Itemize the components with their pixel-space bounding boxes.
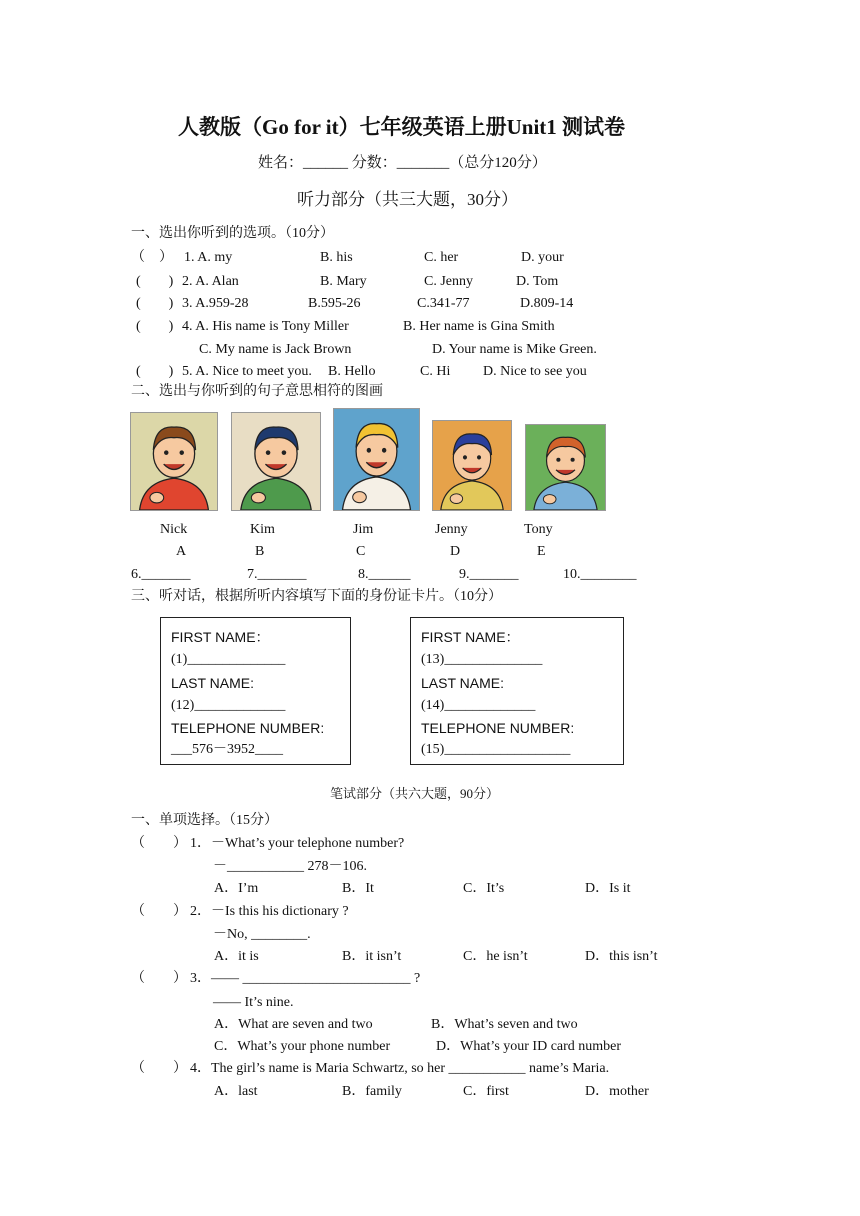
option-b: B．family — [342, 1084, 402, 1099]
option-c: C．It’s — [463, 881, 505, 896]
option-d: D. Your name is Mike Green. — [432, 342, 597, 357]
option-c: C. her — [424, 250, 459, 265]
question-line: －___________ 278－106. — [213, 859, 367, 874]
answer-bracket[interactable]: （ ） — [131, 971, 187, 986]
picture-name-label: Tony — [524, 522, 553, 537]
option-a: 3. A.959-28 — [182, 296, 249, 311]
option-a: 5. A. Nice to meet you. — [182, 364, 312, 379]
card-blank[interactable]: (15)__________________ — [421, 742, 571, 757]
id-card-2 — [410, 617, 624, 765]
id-card-1 — [160, 617, 351, 765]
card-blank[interactable]: (1)______________ — [171, 652, 286, 667]
question-stem: 1．－What’s your telephone number? — [190, 836, 405, 851]
page-title: 人教版（Go for it）七年级英语上册Unit1 测试卷 — [178, 115, 626, 139]
cartoon-picture-e — [525, 424, 606, 511]
option-b: B．it isn’t — [342, 949, 402, 964]
option-d: D. Nice to see you — [483, 364, 587, 379]
picture-letter-label: B — [255, 544, 265, 559]
option-c: C. Hi — [420, 364, 451, 379]
written1-heading: 一、单项选择。（15分） — [131, 813, 278, 828]
picture-letter-label: D — [450, 544, 461, 559]
question-line: —— It’s nine. — [213, 995, 294, 1010]
answer-bracket[interactable]: ( ) — [136, 296, 174, 311]
picture-letter-label: A — [176, 544, 187, 559]
answer-bracket[interactable]: （ ） — [131, 904, 187, 919]
option-c: C．he isn’t — [463, 949, 528, 964]
option-d: D．this isn’t — [585, 949, 658, 964]
part3-heading: 三、听对话，根据所听内容填写下面的身份证卡片。（10分） — [131, 589, 502, 604]
picture-name-label: Jenny — [435, 522, 468, 537]
option-d: D．What’s your ID card number — [436, 1039, 622, 1054]
question-stem: 4．The girl’s name is Maria Schwartz, so her ___________ name’s Maria. — [190, 1061, 610, 1076]
cartoon-picture-d — [432, 420, 512, 511]
listening-section-header: 听力部分（共三大题，30分） — [297, 190, 518, 209]
option-b: B. Mary — [320, 274, 367, 289]
cartoon-picture-c — [333, 408, 420, 511]
option-c: C.341-77 — [417, 296, 470, 311]
option-a: 2. A. Alan — [182, 274, 239, 289]
option-c: C．first — [463, 1084, 509, 1099]
answer-bracket[interactable]: ( ) — [136, 274, 174, 289]
option-d: D. your — [521, 250, 564, 265]
answer-bracket[interactable]: （ ） — [131, 1061, 187, 1076]
option-b: B．What’s seven and two — [431, 1017, 578, 1032]
card-field-label: LAST NAME: — [421, 675, 504, 691]
picture-name-label: Kim — [250, 522, 275, 537]
answer-blank-10[interactable]: 10.________ — [563, 567, 637, 582]
cartoon-picture-b — [231, 412, 321, 511]
option-d: D.809-14 — [520, 296, 574, 311]
option-a: 1. A. my — [184, 250, 233, 265]
card-field-label: LAST NAME: — [171, 675, 254, 691]
part2-heading: 二、选出与你听到的句子意思相符的图画 — [131, 384, 383, 399]
option-d: D．mother — [585, 1084, 649, 1099]
option-b: B. Her name is Gina Smith — [403, 319, 555, 334]
option-b: B. his — [320, 250, 353, 265]
card-field-label: TELEPHONE NUMBER: — [171, 720, 325, 736]
picture-name-label: Nick — [160, 522, 188, 537]
answer-blank-7[interactable]: 7._______ — [247, 567, 307, 582]
cartoon-picture-a — [130, 412, 218, 511]
picture-letter-label: C — [356, 544, 366, 559]
answer-bracket[interactable]: ( ) — [136, 319, 174, 334]
option-a: A．I’m — [214, 881, 259, 896]
card-blank[interactable]: (12)_____________ — [171, 698, 286, 713]
option-a: A．What are seven and two — [214, 1017, 373, 1032]
answer-bracket[interactable]: （ ） — [131, 250, 173, 265]
card-blank[interactable]: (14)_____________ — [421, 698, 536, 713]
question-line: －No, ________. — [213, 927, 311, 942]
answer-blank-8[interactable]: 8.______ — [358, 567, 411, 582]
card-field-label: FIRST NAME： — [171, 629, 270, 645]
question-stem: 2．－Is this his dictionary ? — [190, 904, 349, 919]
card-phone-value: ___576－3952____ — [171, 742, 283, 757]
picture-letter-label: E — [537, 544, 546, 559]
answer-bracket[interactable]: （ ） — [131, 836, 187, 851]
option-a: A．last — [214, 1084, 258, 1099]
option-d: D. Tom — [516, 274, 559, 289]
option-c: C．What’s your phone number — [214, 1039, 391, 1054]
answer-bracket[interactable]: ( ) — [136, 364, 174, 379]
card-field-label: TELEPHONE NUMBER: — [421, 720, 575, 736]
option-a: 4. A. His name is Tony Miller — [182, 319, 349, 334]
option-a: A．it is — [214, 949, 259, 964]
answer-blank-6[interactable]: 6._______ — [131, 567, 191, 582]
written-section-header: 笔试部分（共六大题，90分） — [330, 786, 500, 801]
option-c: C. My name is Jack Brown — [199, 342, 352, 357]
part1-heading: 一、选出你听到的选项。（10分） — [131, 226, 334, 241]
question-stem: 3．—— ________________________ ? — [190, 971, 421, 986]
card-field-label: FIRST NAME： — [421, 629, 520, 645]
answer-blank-9[interactable]: 9._______ — [459, 567, 519, 582]
name-score-line: 姓名：______ 分数：_______（总分120分） — [258, 155, 547, 171]
picture-name-label: Jim — [353, 522, 374, 537]
option-b: B. Hello — [328, 364, 376, 379]
option-b: B.595-26 — [308, 296, 361, 311]
option-d: D．Is it — [585, 881, 631, 896]
card-blank[interactable]: (13)______________ — [421, 652, 543, 667]
option-c: C. Jenny — [424, 274, 473, 289]
option-b: B．It — [342, 881, 374, 896]
